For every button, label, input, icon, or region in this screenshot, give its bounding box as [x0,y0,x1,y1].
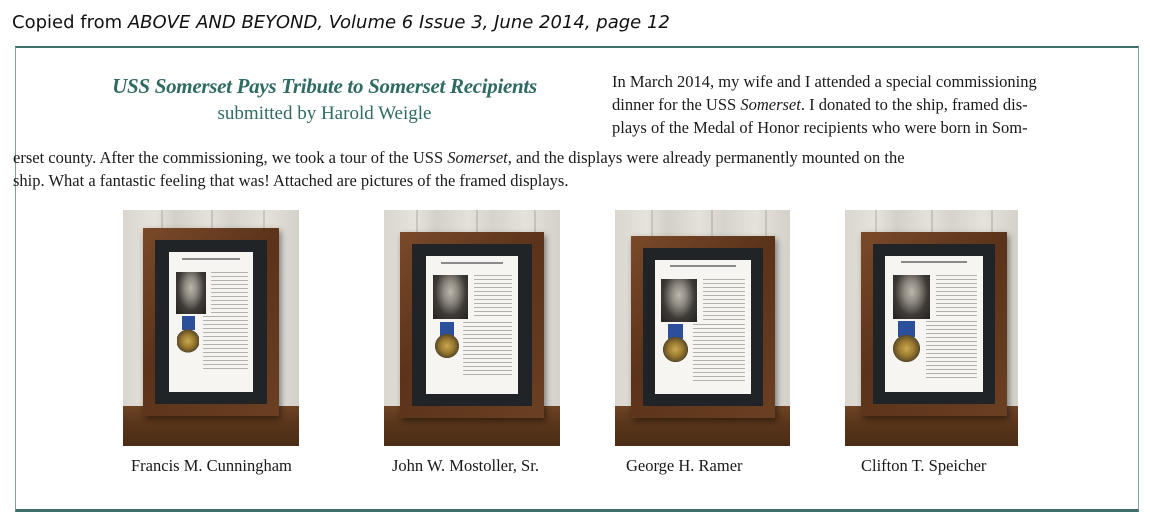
text-line: dinner for the USS Somerset. I donated to the ship, framed dis- [612,95,1028,114]
text-line: erset county. After the commissioning, we took a tour of the USS Somerset, and the displays were already permanently mounted on the [13,148,905,167]
medal-of-honor-icon [435,322,459,358]
source-prefix: Copied from [12,12,128,33]
photo-display-ramer [615,210,790,446]
text-line: plays of the Medal of Honor recipients who were born in Som- [612,118,1028,137]
source-publication: ABOVE AND BEYOND, Volume 6 Issue 3, June 2014, page 12 [127,12,670,33]
portrait-image [433,275,468,319]
picture-frame [400,232,544,418]
article-paragraph-bottom [13,146,1113,192]
picture-frame [631,236,775,418]
portrait-image [176,272,206,314]
article-paragraph-top [612,70,1112,139]
text-line: In March 2014, my wife and I attended a special commissioning [612,72,1037,91]
photo-display-speicher [845,210,1018,446]
photo-caption: Francis M. Cunningham [131,456,292,475]
picture-frame [861,232,1007,416]
medal-of-honor-icon [893,321,920,362]
portrait-image [661,279,697,322]
medal-of-honor-icon [663,324,688,362]
photo-caption: Clifton T. Speicher [861,456,987,475]
picture-frame [143,228,279,416]
article-title: USS Somerset Pays Tribute to Somerset Recipients [112,74,537,98]
portrait-image [893,275,930,319]
medal-of-honor-icon [177,316,199,352]
source-citation [12,12,670,33]
photo-display-cunningham [123,210,299,446]
photo-caption: John W. Mostoller, Sr. [392,456,539,475]
photo-display-mostoller [384,210,560,446]
text-line: ship. What a fantastic feeling that was! Attached are pictures of the framed displays. [13,171,569,190]
article-byline: submitted by Harold Weigle [217,103,432,124]
photo-caption: George H. Ramer [626,456,743,475]
